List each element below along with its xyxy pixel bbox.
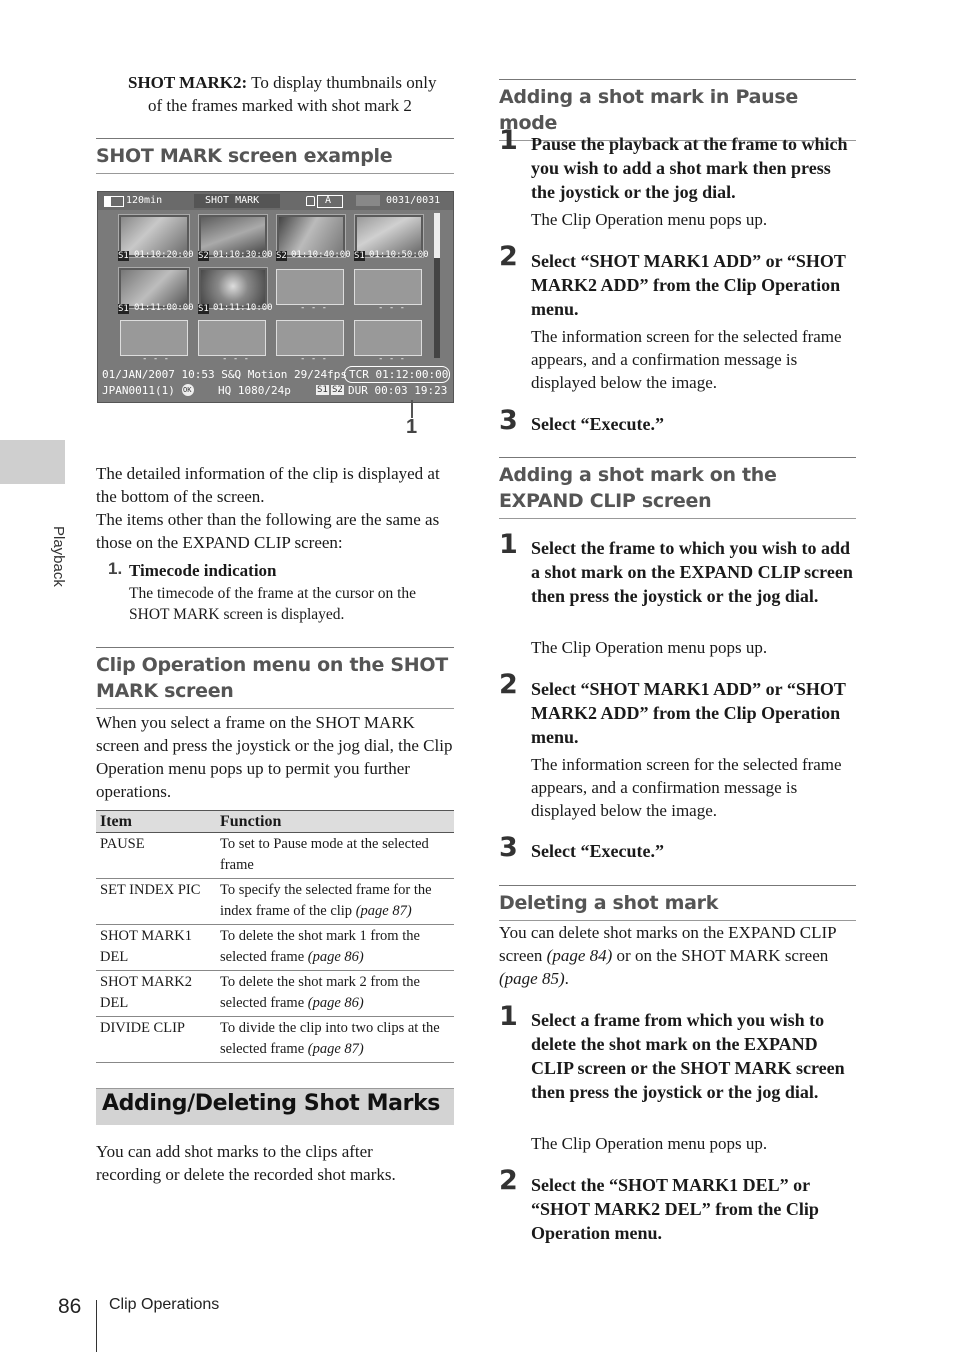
page-ref-link[interactable]: (page 86): [307, 995, 364, 1011]
clip-info-line: 01/JAN/2007 10:53 S&Q Motion 29/24fps: [102, 368, 348, 381]
empty-frame[interactable]: [276, 269, 344, 305]
step-number: 2: [499, 241, 518, 272]
empty-timecode: - - -: [378, 354, 406, 364]
row-item: PAUSE: [96, 833, 216, 879]
step-title: Select “Execute.”: [531, 414, 664, 434]
step-description: The Clip Operation menu pops up.: [531, 638, 768, 657]
deleting-heading: Deleting a shot mark: [499, 885, 856, 921]
column-header-function: Function: [216, 811, 454, 833]
thumb-mark: S1: [354, 251, 365, 261]
clip-format: HQ 1080/24p: [218, 384, 291, 397]
empty-timecode: - - -: [142, 354, 170, 364]
step-title: Pause the playback at the frame to which you wish to add a shot mark then press the joystick or the jog dial.: [531, 134, 848, 202]
shot-mark2-text-cont: of the frames marked with shot mark 2: [148, 96, 412, 115]
empty-frame[interactable]: [276, 320, 344, 356]
clip-operation-table: [96, 810, 454, 1063]
thumb-mark: S1: [118, 304, 129, 314]
empty-timecode: - - -: [300, 354, 328, 364]
page-ref-link[interactable]: (page 84): [546, 946, 613, 965]
callout-number: 1: [406, 416, 418, 438]
step-number: 1: [499, 1001, 518, 1032]
empty-frame[interactable]: [120, 320, 188, 356]
table-row: [96, 833, 454, 879]
mark-s1-badge: S1: [317, 385, 328, 395]
step-number: 2: [499, 669, 518, 700]
row-item: SHOT MARK1 DEL: [96, 925, 216, 971]
clip-menu-heading: Clip Operation menu on the SHOT MARK screen: [96, 647, 454, 709]
slot-label: A: [325, 195, 332, 206]
step-number: 3: [499, 405, 518, 436]
thumb-mark: S1: [118, 251, 129, 261]
row-function: To delete the shot mark 1 from the selected frame (page 86): [216, 925, 454, 971]
step-description: The information screen for the selected frame appears, and a confirmation message is displayed below the image.: [531, 327, 842, 392]
description-para2: The items other than the following are the same as those on the EXPAND CLIP screen:: [96, 510, 440, 552]
step-description: The Clip Operation menu pops up.: [531, 1134, 768, 1153]
footer-section: Clip Operations: [109, 1296, 220, 1313]
clip-duration: DUR 00:03 19:23: [348, 384, 448, 397]
step-title: Select “SHOT MARK1 ADD” or “SHOT MARK2 ADD” from the Clip Operation menu.: [531, 679, 846, 747]
side-tab: [0, 440, 65, 484]
page-ref-link[interactable]: (page 86): [307, 949, 364, 965]
table-row: [96, 1017, 454, 1063]
row-function: To set to Pause mode at the selected frame: [216, 833, 454, 879]
item-number: 1.: [108, 559, 123, 578]
table-row: [96, 879, 454, 925]
step-number: 1: [499, 529, 518, 560]
thumb-mark: S1: [198, 304, 209, 314]
footer-divider: [96, 1300, 97, 1352]
table-row: [96, 925, 454, 971]
row-function: To divide the clip into two clips at the selected frame (page 87): [216, 1017, 454, 1063]
card-icon: [356, 195, 380, 206]
row-item: SET INDEX PIC: [96, 879, 216, 925]
expand-clip-heading: Adding a shot mark on the EXPAND CLIP screen: [499, 457, 856, 519]
step-title: Select “Execute.”: [531, 841, 664, 861]
battery-remaining: 120min: [126, 195, 163, 206]
pause-mode-heading: Adding a shot mark in Pause mode: [499, 79, 856, 141]
thumb-timecode: 01:11:00:00: [134, 303, 194, 313]
side-tab-label: Playback: [50, 526, 67, 587]
clip-name: JPAN0011(1): [102, 384, 175, 397]
row-function: To specify the selected frame for the index frame of the clip (page 87): [216, 879, 454, 925]
step-description: The information screen for the selected frame appears, and a confirmation message is displayed below the image.: [531, 755, 842, 820]
description: [96, 462, 456, 554]
deleting-para: You can delete shot marks on the EXPAND CLIP screen (page 84) or on the SHOT MARK screen (page 85).: [499, 923, 836, 988]
table-row: [96, 971, 454, 1017]
scrollbar-thumb[interactable]: [434, 213, 440, 258]
tcr-timecode: TCR 01:12:00:00: [349, 368, 449, 381]
step-title: Select the “SHOT MARK1 DEL” or “SHOT MARK2 DEL” from the Clip Operation menu.: [531, 1175, 819, 1243]
step-number: 2: [499, 1165, 518, 1196]
step-description: The Clip Operation menu pops up.: [531, 210, 768, 229]
step-number: 3: [499, 832, 518, 863]
empty-frame[interactable]: [354, 320, 422, 356]
shot-mark2-label: SHOT MARK2:: [128, 73, 248, 92]
mark-s2-badge: S2: [332, 385, 343, 395]
battery-icon: [104, 196, 124, 207]
clip-count: 0031/0031: [386, 195, 441, 206]
lock-icon: [306, 196, 315, 206]
thumb-timecode: 01:10:30:00: [213, 250, 273, 260]
thumb-timecode: 01:10:40:00: [291, 250, 351, 260]
step-title: Select the frame to which you wish to add a shot mark on the EXPAND CLIP screen then press the joystick or the jog dial.: [531, 538, 853, 606]
section-title: Adding/Deleting Shot Marks: [102, 1091, 440, 1116]
thumb-timecode: 01:11:10:00: [213, 303, 273, 313]
ok-badge-label: OK: [183, 386, 192, 394]
description-para1: The detailed information of the clip is displayed at the bottom of the screen.: [96, 464, 440, 506]
thumb-timecode: 01:10:20:00: [134, 250, 194, 260]
screen-title: SHOT MARK: [205, 195, 260, 206]
page-number: 86: [58, 1295, 82, 1318]
empty-frame[interactable]: [198, 320, 266, 356]
item-title: Timecode indication: [129, 561, 277, 580]
row-item: DIVIDE CLIP: [96, 1017, 216, 1063]
step-title: Select a frame from which you wish to delete the shot mark on the EXPAND CLIP screen or the SHOT MARK screen then press the joystick or the jog dial.: [531, 1010, 845, 1102]
column-header-item: Item: [96, 811, 216, 833]
clip-menu-para: When you select a frame on the SHOT MARK screen and press the joystick or the jog dial, the Clip Operation menu pops up to permit you further operations.: [96, 713, 453, 801]
step-title: Select “SHOT MARK1 ADD” or “SHOT MARK2 ADD” from the Clip Operation menu.: [531, 251, 846, 319]
page-ref-link[interactable]: (page 85): [499, 969, 565, 988]
shot-mark2-text: To display thumbnails only: [251, 73, 437, 92]
shot-mark-screen: [97, 191, 454, 403]
empty-timecode: - - -: [300, 303, 328, 313]
empty-frame[interactable]: [354, 269, 422, 305]
section-intro: You can add shot marks to the clips after recording or delete the recorded shot marks.: [96, 1142, 396, 1184]
thumb-mark: S2: [276, 251, 287, 261]
step-number: 1: [499, 125, 518, 156]
shot-mark2-definition: [128, 71, 458, 117]
thumb-mark: S2: [198, 251, 209, 261]
row-function: To delete the shot mark 2 from the selected frame (page 86): [216, 971, 454, 1017]
page-ref-link[interactable]: (page 87): [355, 903, 412, 919]
row-item: SHOT MARK2 DEL: [96, 971, 216, 1017]
page-ref-link[interactable]: (page 87): [307, 1041, 364, 1057]
empty-timecode: - - -: [378, 303, 406, 313]
empty-timecode: - - -: [222, 354, 250, 364]
thumb-timecode: 01:10:50:00: [369, 250, 429, 260]
item-description: The timecode of the frame at the cursor on the SHOT MARK screen is displayed.: [129, 585, 417, 623]
example-heading: SHOT MARK screen example: [96, 138, 454, 174]
